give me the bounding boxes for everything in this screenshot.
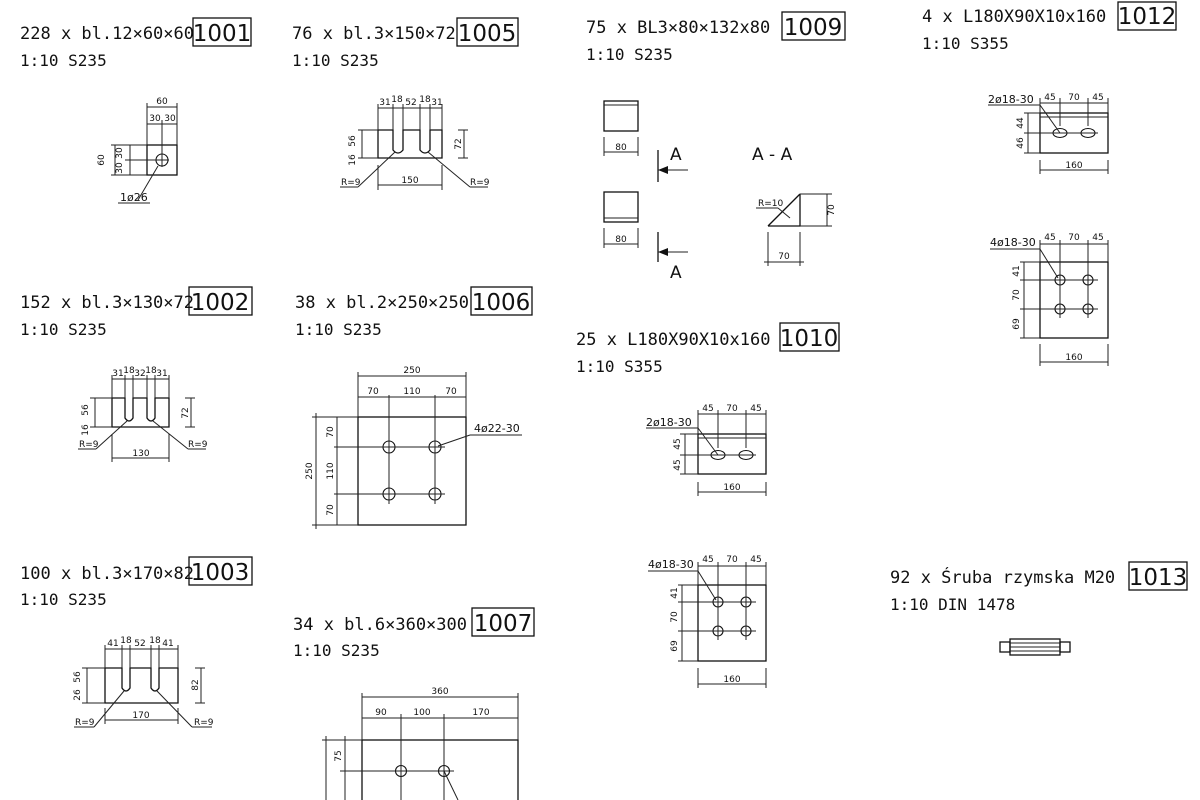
part-number: 1007 bbox=[473, 611, 533, 637]
dimension-label: 160 bbox=[723, 483, 741, 493]
part-title: 38 x bl.2×250×250 bbox=[295, 293, 469, 313]
dimension-label: 110 bbox=[403, 387, 421, 397]
dimension-label: 41 bbox=[162, 639, 174, 649]
part-number: 1001 bbox=[192, 21, 252, 47]
part-scale-material: 1:10 DIN 1478 bbox=[890, 595, 1016, 614]
dimension-label: 75 bbox=[334, 750, 344, 762]
dimension-label: 170 bbox=[132, 711, 150, 721]
dimension-label: 45 bbox=[673, 459, 683, 471]
dimension-label: 70 bbox=[326, 504, 336, 516]
part-title: 34 x bl.6×360×300 bbox=[293, 615, 467, 635]
dimension-label: 18 bbox=[120, 636, 132, 646]
dimension-label: 70 bbox=[1012, 289, 1022, 301]
dimension-label: 18 bbox=[149, 636, 161, 646]
part-number: 1013 bbox=[1128, 565, 1188, 591]
dimension-label: 41 bbox=[1012, 265, 1022, 277]
hole-label: 1ø26 bbox=[120, 191, 148, 204]
radius-label: R=9 bbox=[188, 440, 208, 450]
part-1006 bbox=[295, 287, 532, 529]
radius-label: R=9 bbox=[341, 178, 361, 188]
dimension-label: 31 bbox=[156, 369, 168, 379]
part-scale-material: 1:10 S235 bbox=[293, 641, 380, 660]
dimension-label: 110 bbox=[326, 462, 336, 480]
dimension-label: 70 bbox=[778, 252, 790, 262]
dimension-label: 70 bbox=[827, 204, 837, 216]
radius-label: R=10 bbox=[758, 199, 784, 209]
dimension-label: 100 bbox=[413, 708, 431, 718]
part-1007 bbox=[293, 608, 534, 800]
dimension-label: 45 bbox=[673, 438, 683, 450]
part-number: 1012 bbox=[1117, 4, 1177, 30]
part-number: 1006 bbox=[471, 290, 531, 316]
dimension-label: 41 bbox=[107, 639, 119, 649]
angle-drawing-top bbox=[988, 98, 1108, 174]
part-number: 1003 bbox=[190, 560, 250, 586]
dimension-label: 16 bbox=[81, 424, 91, 436]
part-title: 25 x L180X90X10x160 bbox=[576, 330, 771, 350]
dimension-label: 45 bbox=[702, 555, 714, 565]
dimension-label: 18 bbox=[391, 95, 403, 105]
part-scale-material: 1:10 S235 bbox=[20, 51, 107, 70]
part-1012 bbox=[922, 2, 1176, 366]
dimension-label: 170 bbox=[472, 708, 490, 718]
part-title: 4 x L180X90X10x160 bbox=[922, 7, 1107, 27]
turnbuckle-drawing bbox=[1000, 639, 1070, 655]
part-scale-material: 1:10 S355 bbox=[576, 357, 663, 376]
dimension-label: 130 bbox=[132, 449, 150, 459]
dimension-label: 72 bbox=[181, 407, 191, 419]
dimension-label: 32 bbox=[134, 369, 146, 379]
part-scale-material: 1:10 S355 bbox=[922, 34, 1009, 53]
dimension-label: 70 bbox=[326, 426, 336, 438]
part-title: 92 x Śruba rzymska M20 bbox=[890, 568, 1116, 588]
part-1001 bbox=[20, 18, 251, 204]
dimension-label: 70 bbox=[367, 387, 379, 397]
dimension-label: 70 bbox=[726, 404, 738, 414]
dimension-label: 160 bbox=[1065, 353, 1083, 363]
dimension-label: 18 bbox=[123, 366, 135, 376]
dimension-label: 30 bbox=[115, 147, 125, 159]
part-number: 1010 bbox=[779, 326, 839, 352]
part-1002 bbox=[20, 287, 252, 462]
dimension-label: 250 bbox=[403, 366, 421, 376]
dimension-label: 56 bbox=[73, 671, 83, 683]
part-title: 75 x BL3×80×132x80 bbox=[586, 18, 771, 38]
part-title: 228 x bl.12×60×60 bbox=[20, 24, 194, 44]
dimension-label: 30 bbox=[115, 162, 125, 174]
dimension-label: 26 bbox=[73, 689, 83, 701]
section-cut-marks bbox=[658, 150, 688, 262]
dimension-label: 60 bbox=[97, 154, 107, 166]
part-1013 bbox=[890, 562, 1187, 655]
dimension-label: 45 bbox=[1044, 233, 1056, 243]
dimension-label: 18 bbox=[145, 366, 157, 376]
dimension-label: 250 bbox=[305, 462, 315, 480]
radius-label: R=9 bbox=[79, 440, 99, 450]
angle-drawing-bottom bbox=[990, 240, 1108, 366]
radius-label: R=9 bbox=[194, 718, 214, 728]
dimension-label: 160 bbox=[723, 675, 741, 685]
dimension-label: 46 bbox=[1016, 137, 1026, 149]
dimension-label: 18 bbox=[419, 95, 431, 105]
dimension-label: 160 bbox=[1065, 161, 1083, 171]
dimension-label: 45 bbox=[750, 555, 762, 565]
dimension-label: 60 bbox=[156, 97, 168, 107]
dimension-label: 70 bbox=[1068, 233, 1080, 243]
part-1010 bbox=[576, 323, 839, 688]
dimension-label: 80 bbox=[615, 235, 627, 245]
dimension-label: 41 bbox=[670, 587, 680, 599]
plate-drawing bbox=[105, 668, 178, 703]
plate-drawing bbox=[378, 130, 442, 158]
dimension-label: 45 bbox=[1044, 93, 1056, 103]
part-title: 152 x bl.3×130×72 bbox=[20, 293, 194, 313]
part-title: 76 x bl.3×150×72 bbox=[292, 24, 456, 44]
part-1003 bbox=[20, 557, 252, 728]
dimension-label: 56 bbox=[81, 404, 91, 416]
dimension-label: 80 bbox=[615, 143, 627, 153]
angle-drawing-bottom bbox=[648, 562, 766, 688]
radius-label: R=9 bbox=[470, 178, 490, 188]
dimension-label: 90 bbox=[375, 708, 387, 718]
part-title: 100 x bl.3×170×82 bbox=[20, 564, 194, 584]
section-mark: A bbox=[670, 263, 682, 283]
section-title: A - A bbox=[752, 145, 793, 165]
part-1009 bbox=[586, 12, 845, 283]
part-number: 1009 bbox=[783, 15, 843, 41]
dimension-label: 150 bbox=[401, 176, 419, 186]
dimension-label: 45 bbox=[702, 404, 714, 414]
section-mark: A bbox=[670, 145, 682, 165]
dimension-label: 70 bbox=[445, 387, 457, 397]
plate-drawing bbox=[604, 101, 638, 248]
hole-label: 4ø18-30 bbox=[990, 236, 1036, 249]
part-1005 bbox=[292, 18, 518, 190]
dimension-label: 360 bbox=[431, 687, 449, 697]
dimension-label: 45 bbox=[1092, 93, 1104, 103]
dimension-label: 52 bbox=[405, 98, 417, 108]
dimension-label: 69 bbox=[1012, 318, 1022, 330]
dimension-label: 70 bbox=[726, 555, 738, 565]
dimension-label: 70 bbox=[1068, 93, 1080, 103]
part-scale-material: 1:10 S235 bbox=[295, 320, 382, 339]
dimension-label: 16 bbox=[348, 154, 358, 166]
dimension-label: 72 bbox=[454, 138, 464, 150]
dimension-label: 31 bbox=[112, 369, 124, 379]
dimension-label: 44 bbox=[1016, 117, 1026, 129]
dimension-label: 56 bbox=[348, 135, 358, 147]
dimension-label: 69 bbox=[670, 640, 680, 652]
dimension-label: 31 bbox=[379, 98, 391, 108]
part-scale-material: 1:10 S235 bbox=[586, 45, 673, 64]
dimension-label: 30 bbox=[164, 114, 176, 124]
part-scale-material: 1:10 S235 bbox=[20, 590, 107, 609]
part-scale-material: 1:10 S235 bbox=[20, 320, 107, 339]
part-number: 1002 bbox=[190, 290, 250, 316]
dimension-label: 45 bbox=[750, 404, 762, 414]
plate-drawing bbox=[112, 398, 169, 427]
hole-label: 2ø18-30 bbox=[646, 416, 692, 429]
dimension-label: 31 bbox=[431, 98, 443, 108]
dimension-label: 30 bbox=[149, 114, 161, 124]
radius-label: R=9 bbox=[75, 718, 95, 728]
dimension-label: 70 bbox=[670, 611, 680, 623]
hole-label: 4ø22-30 bbox=[474, 422, 520, 435]
part-number: 1005 bbox=[457, 21, 517, 47]
dimension-label: 82 bbox=[191, 679, 201, 691]
hole-label: 4ø18-30 bbox=[648, 558, 694, 571]
dimension-label: 52 bbox=[134, 639, 146, 649]
hole-label: 2ø18-30 bbox=[988, 93, 1034, 106]
part-scale-material: 1:10 S235 bbox=[292, 51, 379, 70]
dimension-label: 45 bbox=[1092, 233, 1104, 243]
